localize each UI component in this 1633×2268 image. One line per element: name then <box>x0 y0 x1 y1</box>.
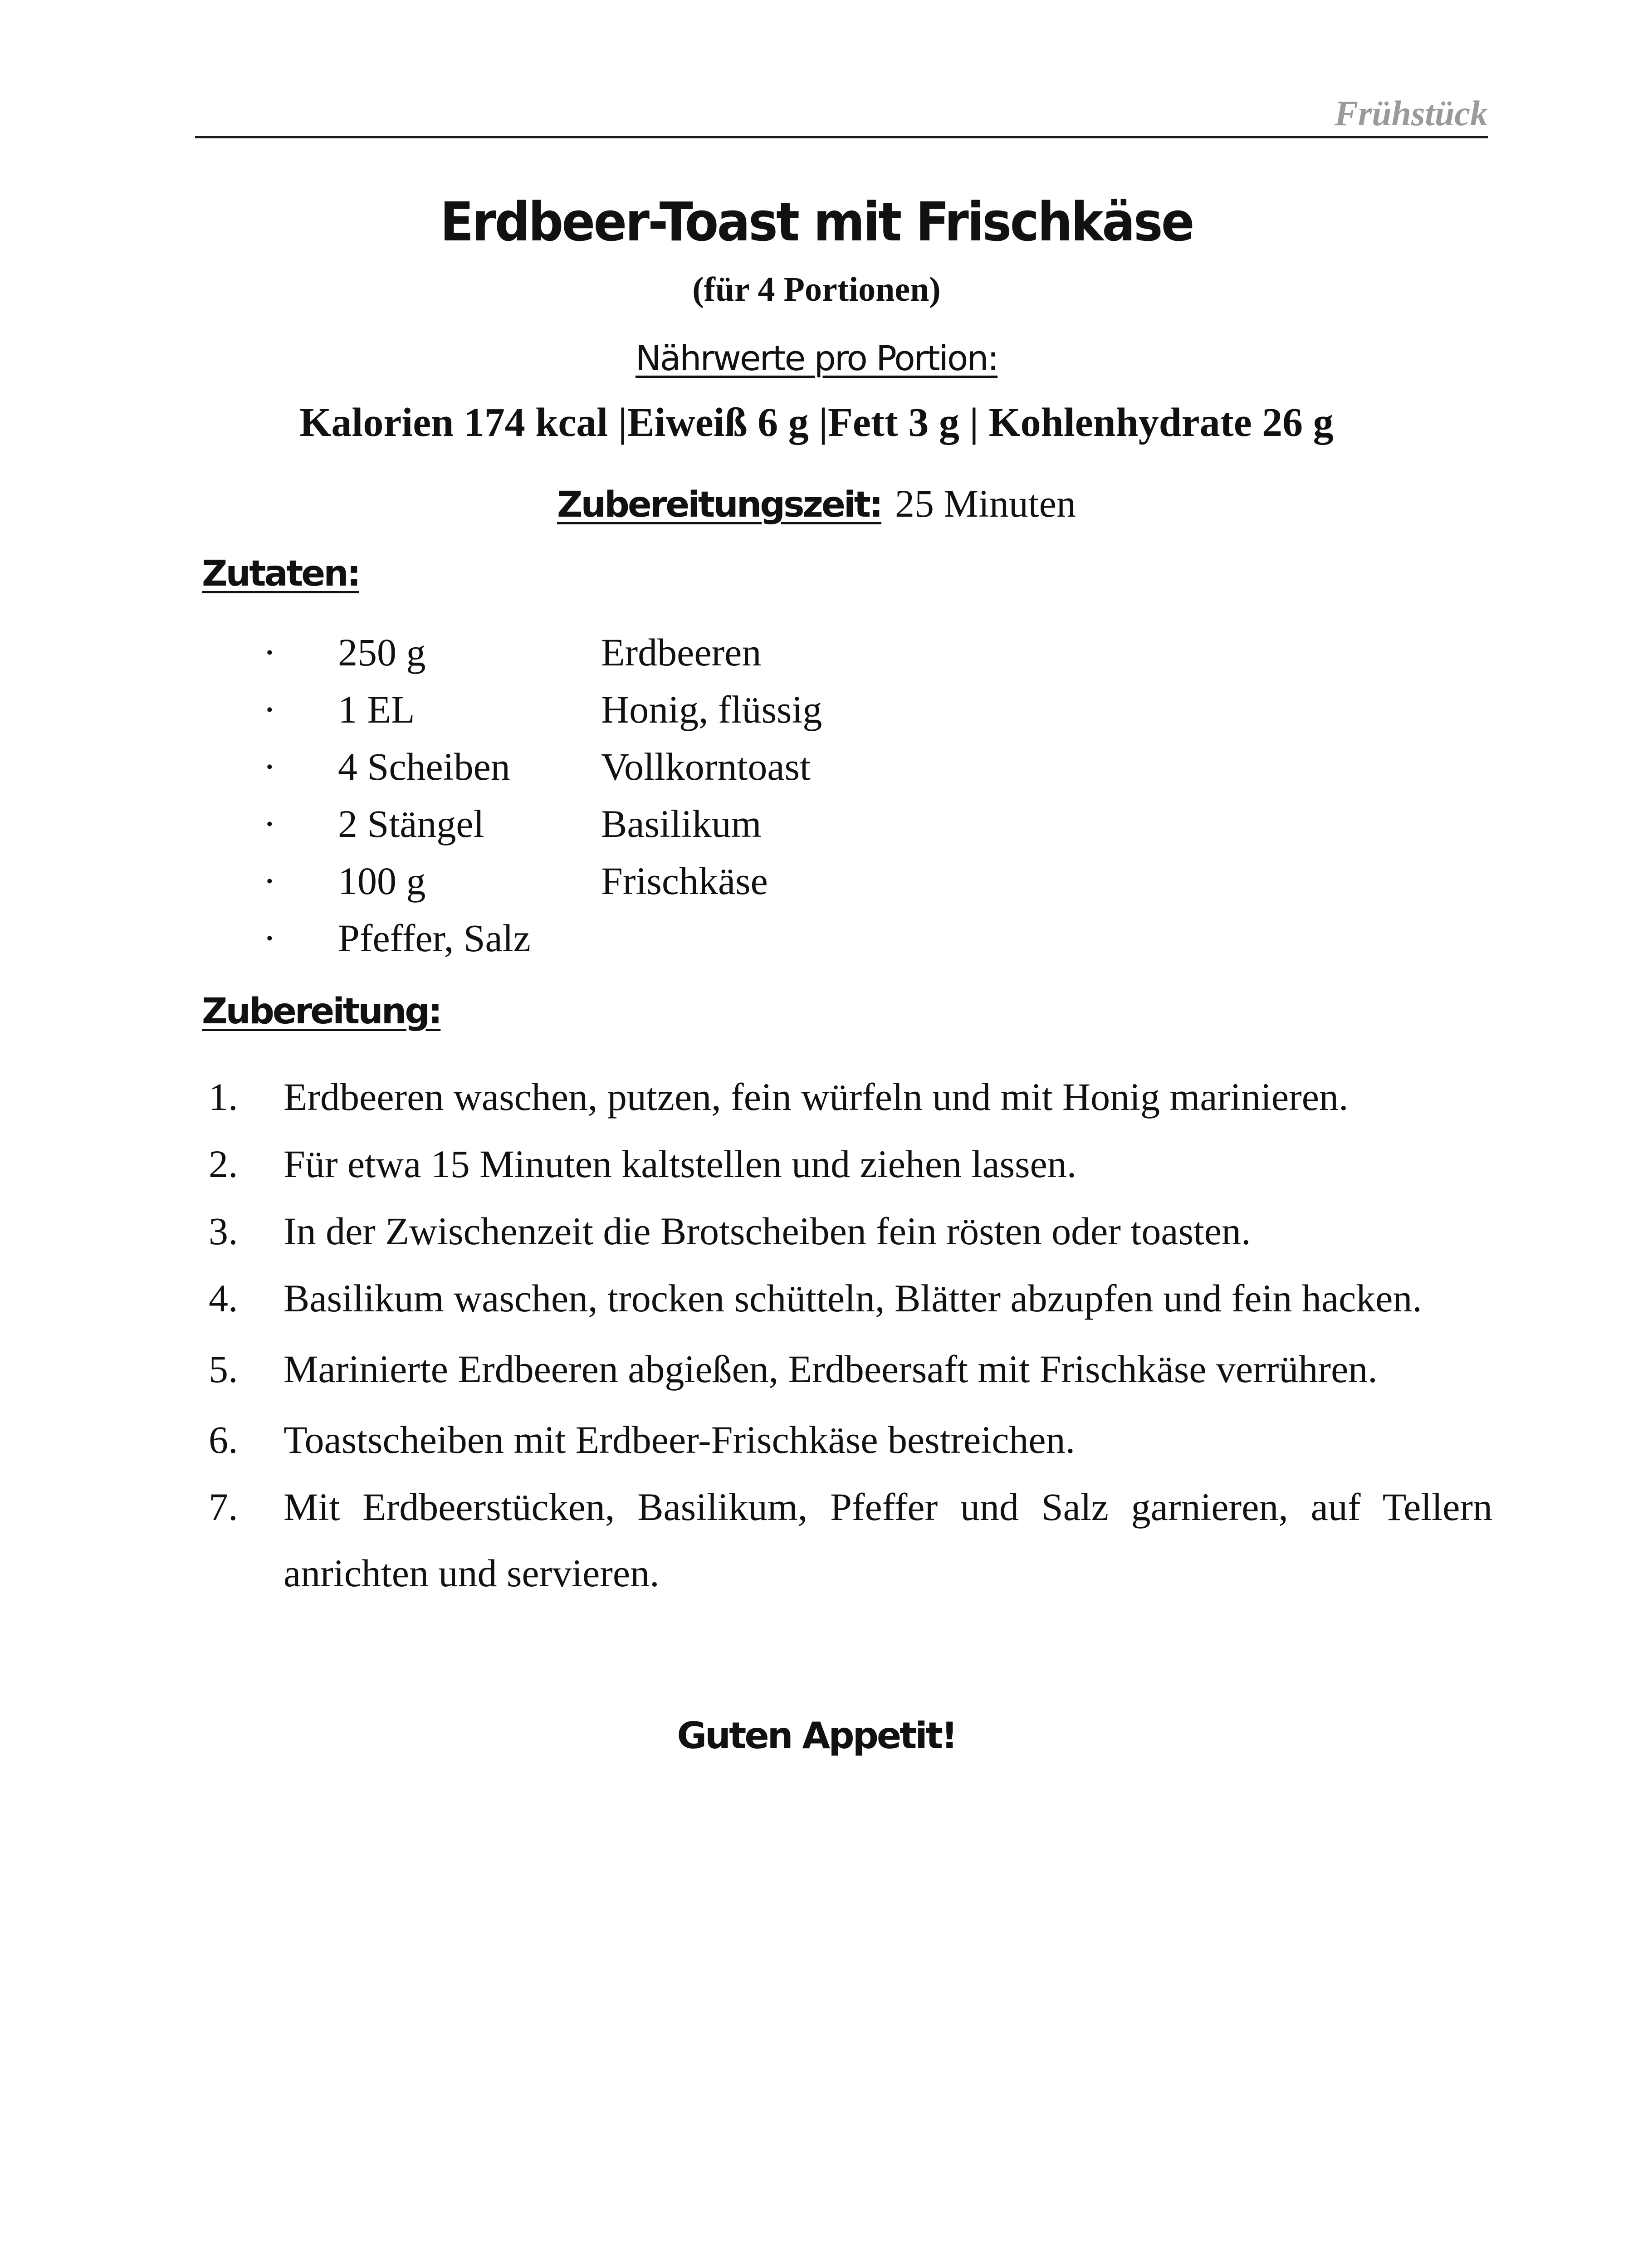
recipe-title: Erdbeer-Toast mit Frischkäse <box>440 191 1193 253</box>
step-number: 1. <box>209 1075 238 1119</box>
bullet: · <box>263 688 276 731</box>
ingredient-name: Erdbeeren <box>601 631 762 674</box>
ingredient-item <box>263 624 822 681</box>
bullet: · <box>263 916 276 960</box>
ingredient-amount: 1 EL <box>338 688 415 731</box>
step-item <box>209 1265 1492 1331</box>
ingredient-name: Basilikum <box>601 802 762 846</box>
step-number: 6. <box>209 1418 238 1461</box>
nutrition-heading: Nährwerte pro Portion: <box>635 338 998 378</box>
prep-time <box>0 481 1633 526</box>
step-number: 3. <box>209 1209 238 1253</box>
step-text: Marinierte Erdbeeren abgießen, Erdbeersaft mit Frischkäse verrühren. <box>284 1347 1378 1391</box>
step-number: 5. <box>209 1347 238 1391</box>
ingredient-item <box>263 852 822 909</box>
step-item <box>209 1474 1492 1606</box>
ingredients-heading: Zutaten: <box>202 553 359 594</box>
ingredient-item <box>263 738 822 795</box>
step-number: 4. <box>209 1276 238 1320</box>
bullet: · <box>263 745 276 788</box>
step-item <box>209 1407 1492 1473</box>
ingredient-list <box>263 624 822 967</box>
ingredient-item <box>263 681 822 738</box>
step-text: In der Zwischenzeit die Brotscheiben fein rösten oder toasten. <box>284 1209 1251 1253</box>
ingredient-amount: 250 g <box>338 631 426 674</box>
step-text: Toastscheiben mit Erdbeer-Frischkäse bestreichen. <box>284 1418 1076 1461</box>
ingredient-amount: 100 g <box>338 859 426 903</box>
step-number: 2. <box>209 1142 238 1186</box>
step-text: Für etwa 15 Minuten kaltstellen und ziehen lassen. <box>284 1142 1077 1186</box>
ingredient-item <box>263 909 822 967</box>
step-item <box>209 1336 1492 1402</box>
ingredient-amount: 2 Stängel <box>338 802 484 846</box>
header-rule <box>195 136 1488 138</box>
prep-time-value: 25 Minuten <box>895 482 1076 525</box>
step-item <box>209 1131 1492 1197</box>
ingredient-name: Frischkäse <box>601 859 768 903</box>
step-number: 7. <box>209 1485 238 1529</box>
ingredient-item <box>263 795 822 852</box>
portions-note: (für 4 Portionen) <box>692 270 941 308</box>
step-text: Basilikum waschen, trocken schütteln, Blätter abzupfen und fein hacken. <box>284 1276 1422 1320</box>
step-item <box>209 1198 1492 1264</box>
bullet: · <box>263 631 276 674</box>
bullet: · <box>263 802 276 846</box>
ingredient-amount: Pfeffer, Salz <box>338 916 531 960</box>
nutrition-values: Kalorien 174 kcal |Eiweiß 6 g |Fett 3 g | Kohlenhydrate 26 g <box>299 400 1334 445</box>
bullet: · <box>263 859 276 903</box>
step-list <box>209 1064 1492 1607</box>
step-item <box>209 1064 1492 1130</box>
step-text: Erdbeeren waschen, putzen, fein würfeln und mit Honig marinieren. <box>284 1075 1349 1119</box>
ingredient-name: Vollkorntoast <box>601 745 811 788</box>
ingredient-amount: 4 Scheiben <box>338 745 510 788</box>
ingredient-name: Honig, flüssig <box>601 688 822 731</box>
closing-line: Guten Appetit! <box>677 1715 956 1757</box>
step-text: Mit Erdbeerstücken, Basilikum, Pfeffer und Salz garnieren, auf Tellern anrichten und servieren. <box>284 1485 1492 1595</box>
running-header-section: Frühstück <box>1334 93 1488 133</box>
prep-time-label: Zubereitungszeit: <box>557 484 882 525</box>
steps-heading: Zubereitung: <box>202 991 441 1032</box>
